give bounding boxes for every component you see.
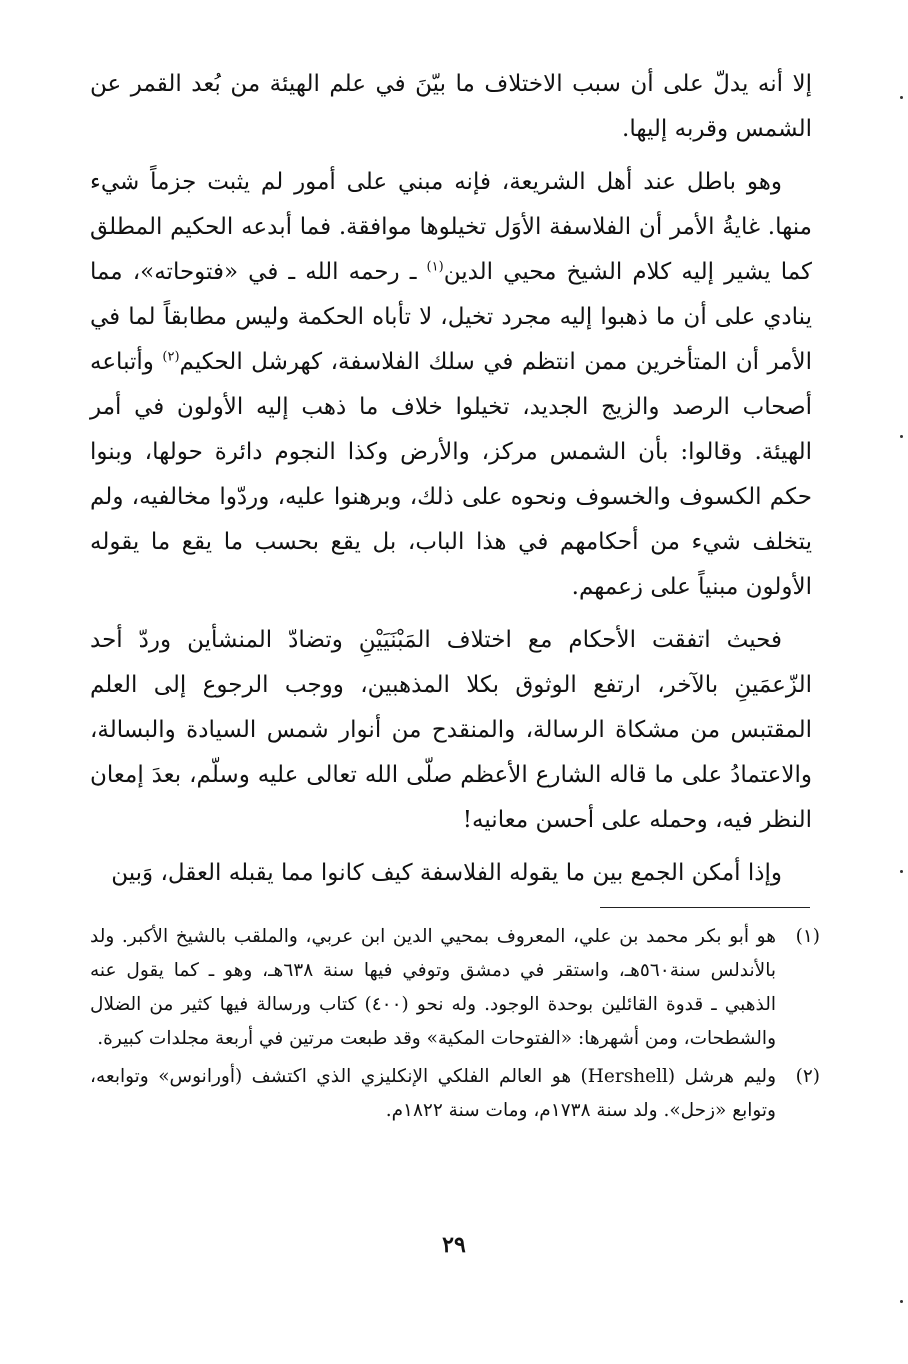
scan-speck: [900, 435, 903, 438]
paragraph-3: فحيث اتفقت الأحكام مع اختلاف المَبْنَيَيْنِ وتضادّ المنشأين وردّ أحد الزّعمَينِ بالآخر، ارتفع الوثوق بكلا المذهبين، ووجب الرجوع إلى العلم المقتبس من مشكاة الرسالة، والمنقدح من أنوار شمس السيادة والبسالة، والاعتمادُ على ما قاله الشارع الأعظم صلّى الله تعالى عليه وسلّم، بعدَ إمعان النظر فيه، وحمله على أحسن معانيه!: [90, 627, 812, 833]
paragraph-2-part-c: وأتباعه أصحاب الرصد والزيج الجديد، تخيلوا خلاف ما ذهب إليه الأولون في أمر الهيئة. وقالوا: بأن الشمس مركز، والأرض وكذا النجوم دائرة حولها، وبنوا حكم الكسوف والخسوف ونحوه على ذلك، وبرهنوا عليه، وردّوا مخالفيه، ولم يتخلف شيء من أحكامهم في هذا الباب، بل يقع بحسب ما يقع ما يقوله الأولون مبنياً على زعمهم.: [90, 349, 812, 600]
scan-speck: [900, 96, 903, 99]
footnotes: [90, 920, 820, 1132]
paragraph-2-part-b: ـ رحمه الله ـ في «فتوحاته»، مما ينادي على أن ما ذهبوا إليه مجرد تخيل، لا تأباه الحكمة وليس مطابقاً لما في الأمر أن المتأخرين ممن انتظم في سلك الفلاسفة، كهرشل الحكيم: [90, 259, 812, 375]
footnote-text: وليم هرشل (Hershell) هو العالم الفلكي الإنكليزي الذي اكتشف (أورانوس» وتوابعه، وتوابع «زحل». ولد سنة ١٧٣٨م، ومات سنة ١٨٢٢م.: [90, 1066, 777, 1121]
scan-speck: [900, 1300, 903, 1303]
footnote-number: (١): [795, 926, 820, 947]
paragraph-2: [90, 160, 812, 610]
footnote-number: (٢): [795, 1066, 820, 1087]
main-text: [90, 62, 812, 896]
footnote-ref-2[interactable]: (٢): [162, 349, 180, 365]
paragraph-4: وإذا أمكن الجمع بين ما يقوله الفلاسفة كيف كانوا مما يقبله العقل، وَبين: [111, 860, 782, 886]
page-number: ٢٩: [442, 1232, 466, 1258]
footnote-2: [90, 1060, 820, 1128]
paragraph-1: إلا أنه يدلّ على أن سبب الاختلاف ما بيّنَ في علم الهيئة من بُعد القمر عن الشمس وقربه إليها.: [90, 71, 812, 142]
scan-speck: [900, 870, 903, 873]
footnote-ref-1[interactable]: (١): [426, 259, 444, 275]
paragraph-2-part-a: وهو باطل عند أهل الشريعة، فإنه مبني على أمور لم يثبت جزماً شيء منها. غايةُ الأمر أن الفلاسفة الأوَل تخيلوها موافقة. فما أبدعه الحكيم المطلق كما يشير إليه كلام الشيخ محيي الدين: [90, 169, 812, 285]
footnote-separator: [600, 907, 810, 908]
footnote-text: هو أبو بكر محمد بن علي، المعروف بمحيي الدين ابن عربي، والملقب بالشيخ الأكبر. ولد بالأندلس سنة٥٦٠هـ، واستقر في دمشق وتوفي فيها سنة ٦٣٨هـ، وهو ـ كما يقول عنه الذهبي ـ قدوة القائلين بوحدة الوجود. وله نحو (٤٠٠) كتاب ورسالة فيها كثير من الضلال والشطحات، ومن أشهرها: «الفتوحات المكية» وقد طبعت مرتين في أربعة مجلدات كبيرة.: [90, 926, 777, 1049]
footnote-1: [90, 920, 820, 1056]
